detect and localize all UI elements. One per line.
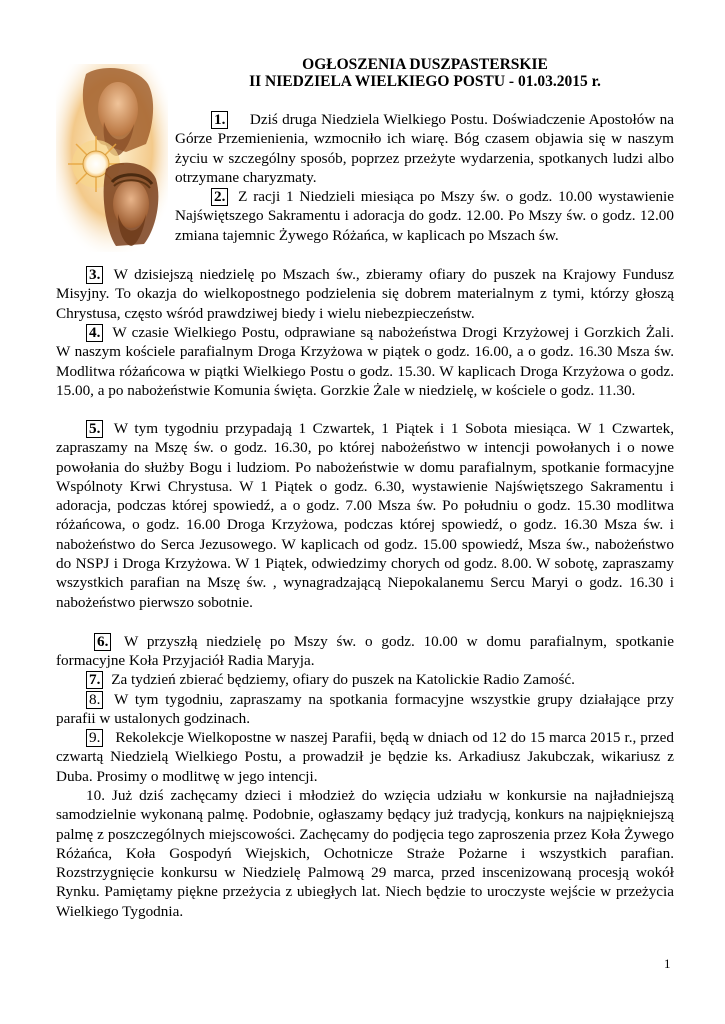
announcement-8 xyxy=(56,690,674,729)
page-subtitle: II NIEDZIELA WIELKIEGO POSTU - 01.03.2015 r. xyxy=(249,73,601,90)
item-number: 8. xyxy=(86,691,103,709)
announcement-2 xyxy=(175,187,674,245)
item-text: Za tydzień zbierać będziemy, ofiary do puszek na Katolickie Radio Zamość. xyxy=(111,671,575,688)
announcement-7 xyxy=(56,670,674,689)
item-text: Już dziś zachęcamy dzieci i młodzież do wzięcia udziału w konkursie na najładniejszą samodzielnie wykonaną palmę. Podobnie, ogłaszamy będący już tradycją, konkurs na najpiękniejszą palmę z poszczególnych miejscowości. Zachęcamy do podjęcia tego zaproszenia przez Koła Żywego Różańca, Koła Gospodyń Wiejskich, Ochotnicze Straże Pożarne i wszystkich parafian. Rozstrzygnięcie konkursu w Niedzielę Palmową 29 marca, przed inscenizowaną procesją wokół Rynku. Pamiętamy piękne przeżycia z ubiegłych lat. Niech będzie to uroczyste wejście w przeżycia Wielkiego Tygodnia. xyxy=(56,787,674,920)
item-text: Z racji 1 Niedzieli miesiąca po Mszy św. o godz. 10.00 wystawienie Najświętszego Sakramentu i adoracja do godz. 12.00. Po Mszy św. o godz. 12.00 zmiana tajemnic Żywego Różańca, w kaplicach po Mszach św. xyxy=(175,188,675,244)
announcement-5 xyxy=(56,419,674,612)
announcement-10 xyxy=(56,786,674,921)
announcement-4 xyxy=(56,323,674,400)
page-number: 1 xyxy=(664,956,671,971)
item-number: 6. xyxy=(94,633,111,651)
item-number: 3. xyxy=(86,266,103,284)
announcement-9 xyxy=(56,728,674,786)
item-number: 10. xyxy=(86,787,105,804)
item-number: 4. xyxy=(86,324,103,342)
item-text: Rekolekcje Wielkopostne w naszej Parafii, będą w dniach od 12 do 15 marca 2015 r., przed czwartą Niedzielą Wielkiego Postu, a prowadził je będzie ks. Arkadiusz Jakubczak, wikariusz z Duba. Prosimy o modlitwę w jego intencji. xyxy=(56,729,675,785)
item-number: 7. xyxy=(86,671,103,689)
item-text: W czasie Wielkiego Postu, odprawiane są nabożeństwa Drogi Krzyżowej i Gorzkich Żali. W naszym kościele parafialnym Droga Krzyżowa w piątek o godz. 16.00, a o godz. 16.30 Msza św. Modlitwa różańcowa w piątki Wielkiego Postu o godz. 15.30. W kaplicach Droga Krzyżowa o godz. 15.00, a po nabożeństwie Komunia święta. Gorzkie Żale w niedzielę, w kościele o godz. 11.30. xyxy=(56,324,674,399)
item-text: Dziś druga Niedziela Wielkiego Postu. Doświadczenie Apostołów na Górze Przemienienia, wzmocniło ich wiarę. Bóg czasem objawia się w naszym życiu w szczególny sposób, poprzez przeżyte wydarzenia, spotkanych ludzi albo otrzymane charyzmaty. xyxy=(175,111,675,186)
item-number: 2. xyxy=(211,188,228,206)
item-text: W przyszłą niedzielę po Mszy św. o godz. 10.00 w domu parafialnym, spotkanie formacyjne Koła Przyjaciół Radia Maryja. xyxy=(56,633,674,670)
item-number: 9. xyxy=(86,729,103,747)
announcement-1 xyxy=(175,110,674,187)
page-title: OGŁOSZENIA DUSZPASTERSKIE xyxy=(302,56,548,73)
announcement-3 xyxy=(56,265,674,323)
item-number: 5. xyxy=(86,420,103,438)
announcement-6 xyxy=(56,632,674,671)
item-text: W tym tygodniu, zapraszamy na spotkania formacyjne wszystkie grupy działające przy parafii w ustalonych godzinach. xyxy=(56,691,674,728)
item-text: W tym tygodniu przypadają 1 Czwartek, 1 Piątek i 1 Sobota miesiąca. W 1 Czwartek, zapraszamy na Mszę św. o godz. 16.30, po której nabożeństwo w intencji powołanych i o nowe powołania do służby Bogu i ludziom. Po nabożeństwie w domu parafialnym, spotkanie formacyjne Wspólnoty Krwi Chrystusa. W 1 Piątek o godz. 6.30, wystawienie Najświętszego Sakramentu i adoracja, podczas której spowiedź, a o godz. 7.00 Msza św. Po południu o godz. 15.30 modlitwa różańcowa, o godz. 16.00 Droga Krzyżowa, podczas której spowiedź, o godz. 16.30 Msza św. i nabożeństwo do Serca Jezusowego. W kaplicach od godz. 15.00 spowiedź, Msza św., nabożeństwo do NSPJ i Droga Krzyżowa. W 1 Piątek, odwiedzimy chorych od godz. 8.00. W sobotę, zapraszamy wszystkich parafian na Mszę św. , wynagradzającą Niepokalanemu Sercu Maryi o godz. 16.30 i nabożeństwo pierwszo sobotnie. xyxy=(56,420,674,611)
item-text: W dzisiejszą niedzielę po Mszach św., zbieramy ofiary do puszek na Krajowy Fundusz Misyjny. To okazja do wielkopostnego podzielenia się dobrem materialnym z tymi, którzy głoszą Chrystusa, często wśród prawdziwej biedy i wielu niebezpieczeństw. xyxy=(56,266,674,322)
item-number: 1. xyxy=(211,111,228,129)
christ-transfiguration-icon xyxy=(56,64,168,252)
